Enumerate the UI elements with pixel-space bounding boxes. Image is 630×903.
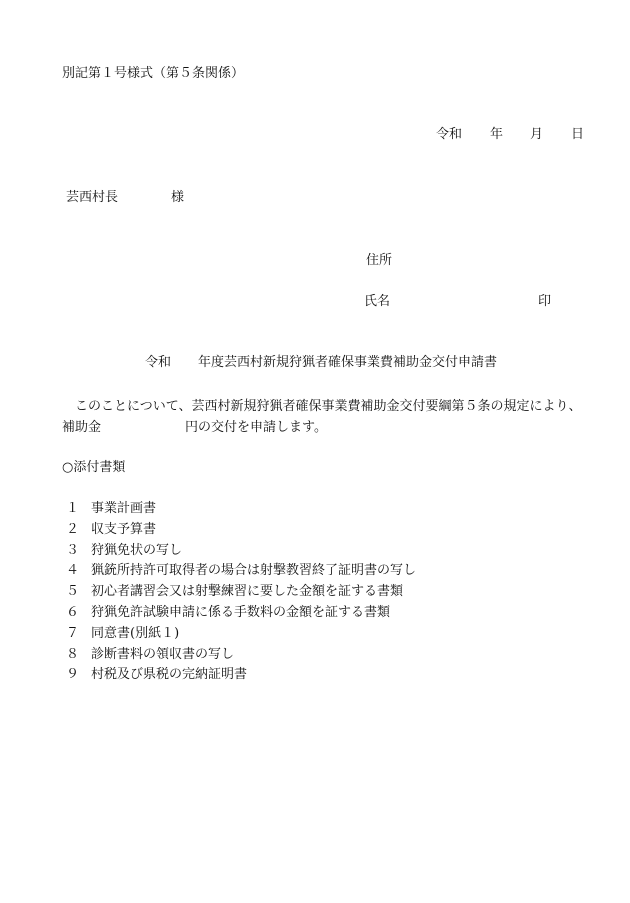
document-title — [145, 356, 497, 369]
list-item — [66, 564, 416, 585]
item-text: 収支予算書 — [91, 521, 157, 537]
item-text: 事業計画書 — [91, 501, 157, 516]
applicant-name-line — [364, 295, 551, 308]
item-number: ８ — [66, 646, 80, 662]
addressee-name: 芸西村長 — [66, 190, 119, 205]
list-item — [66, 544, 416, 565]
amount-prefix: 補助金 — [62, 420, 102, 435]
date-month: 月 — [530, 127, 544, 142]
item-number: １ — [66, 501, 80, 516]
date-year: 年 — [490, 127, 504, 142]
addressee-honorific: 様 — [171, 190, 185, 205]
addressee — [66, 191, 184, 204]
item-text: 狩猟免状の写し — [91, 542, 183, 558]
item-number: ４ — [66, 563, 80, 579]
item-number: ３ — [66, 542, 80, 558]
list-item — [66, 627, 416, 648]
body-line-1: このことについて、芸西村新規狩猟者確保事業費補助金交付要綱第５条の規定により、 — [62, 399, 582, 414]
item-text: 診断書料の領収書の写し — [91, 646, 235, 662]
date-line — [436, 128, 584, 141]
date-era: 令和 — [436, 127, 463, 142]
attachments-list — [66, 502, 416, 689]
address-label: 住所 — [366, 253, 393, 268]
item-text: 同意書(別紙１) — [91, 625, 180, 641]
date-day: 日 — [571, 127, 585, 142]
attachments-heading: ○添付書類 — [62, 460, 126, 475]
title-text: 年度芸西村新規狩猟者確保事業費補助金交付申請書 — [198, 355, 498, 370]
item-text: 村税及び県税の完納証明書 — [91, 667, 248, 683]
amount-suffix: 円の交付を申請します。 — [185, 420, 327, 435]
list-item — [66, 606, 416, 627]
item-number: ９ — [66, 667, 80, 683]
seal-mark: 印 — [538, 294, 552, 309]
list-item — [66, 648, 416, 669]
form-label: 別記第１号様式（第５条関係） — [62, 66, 245, 81]
item-number: ２ — [66, 521, 80, 537]
item-text: 猟銃所持許可取得者の場合は射撃教習終了証明書の写し — [91, 563, 417, 579]
list-item — [66, 502, 416, 523]
list-item — [66, 523, 416, 544]
item-number: ７ — [66, 625, 80, 641]
item-number: ６ — [66, 604, 80, 620]
name-label: 氏名 — [364, 294, 391, 309]
body-line-2 — [62, 421, 327, 434]
item-text: 狩猟免許試験申請に係る手数料の金額を証する書類 — [91, 604, 391, 620]
item-text: 初心者講習会又は射撃練習に要した金額を証する書類 — [91, 584, 404, 600]
list-item — [66, 585, 416, 606]
title-era: 令和 — [145, 355, 172, 370]
list-item — [66, 668, 416, 689]
item-number: ５ — [66, 584, 80, 600]
